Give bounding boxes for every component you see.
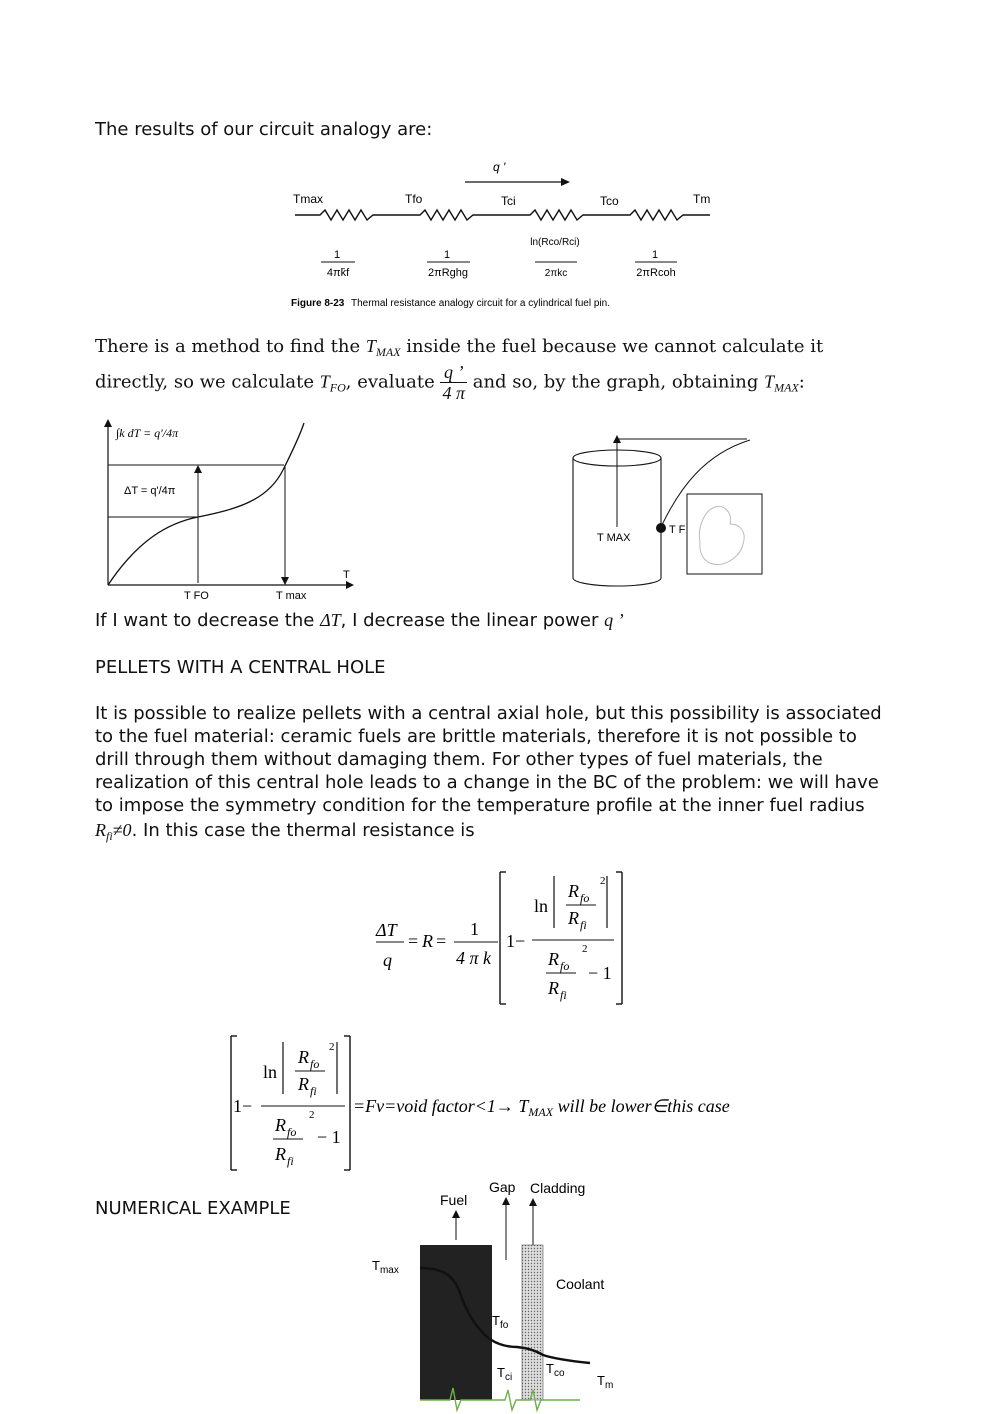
svg-text:2πRcoh: 2πRcoh	[636, 267, 676, 279]
label-coolant: Coolant	[556, 1276, 605, 1292]
decrease-sentence: If I want to decrease the ΔT, I decrease the linear power q ’	[95, 610, 624, 631]
resistance-4	[635, 249, 677, 279]
method-line-1: There is a method to find the $T_{MAX}$ inside the fuel because we cannot calculate it	[95, 336, 824, 359]
para-line: drill through them without damaging them. For other types of fuel materials, the	[95, 749, 823, 770]
node-tco: Tco	[600, 194, 619, 208]
label-gap: Gap	[489, 1179, 516, 1195]
circuit-caption: Figure 8-23 Thermal resistance analogy circuit for a cylindrical fuel pin.	[291, 298, 610, 309]
graph-tick-tmax: T max	[276, 590, 307, 602]
svg-text:fo: fo	[580, 891, 590, 905]
svg-text:2πRghg: 2πRghg	[427, 267, 469, 279]
numerical-example-heading: NUMERICAL EXAMPLE	[95, 1198, 291, 1219]
svg-text:fi: fi	[310, 1084, 317, 1098]
resistor-chain	[295, 210, 710, 220]
svg-text:2: 2	[329, 1041, 335, 1053]
intro-text: The results of our circuit analogy are:	[95, 119, 433, 140]
svg-text:=Fv=void factor<1→ TMAX will b: =Fv=void factor<1→ $T_{MAX}$ will be lower∈this case	[353, 1096, 730, 1119]
svg-text:1: 1	[443, 249, 451, 261]
method-line-2: directly, so we calculate $T_{FO}$, evaluate $\frac{q ’}{4 \pi}$ and so, by the graph, obtaining $T_{MAX}$:	[95, 362, 805, 403]
svg-text:2: 2	[309, 1109, 315, 1121]
circuit-figure	[285, 155, 725, 315]
svg-text:fi: fi	[560, 988, 567, 1002]
svg-text:fi: fi	[580, 918, 587, 932]
para-line-last: $R_{fi}\ne 0$. In this case the thermal resistance is	[95, 820, 475, 843]
para-line: to the fuel material: ceramic fuels are brittle materials, therefore it is not possible to	[95, 726, 857, 747]
circuit-nodes	[293, 192, 710, 208]
svg-text:1−: 1−	[506, 931, 526, 951]
svg-text:2πkc: 2πkc	[544, 268, 568, 279]
svg-text:ΔT: ΔT	[376, 920, 397, 940]
resistance-1	[321, 249, 355, 279]
label-tco: $T_{co}$	[546, 1361, 565, 1379]
svg-text:fo: fo	[560, 959, 570, 973]
label-tm: $T_m$	[597, 1373, 614, 1391]
temperature-profile-figure	[365, 1175, 635, 1414]
svg-text:fi: fi	[287, 1154, 294, 1168]
svg-text:R: R	[275, 1115, 286, 1135]
svg-text:fo: fo	[310, 1057, 320, 1071]
svg-text:1−: 1−	[233, 1096, 253, 1116]
q-over-4pi-fraction: $\frac{q ’}{4 \pi}$	[442, 362, 465, 403]
label-tmax: $T_{max}$	[372, 1258, 399, 1276]
integral-graph	[98, 415, 363, 605]
svg-text:1: 1	[333, 249, 341, 261]
svg-text:R: R	[422, 931, 433, 951]
svg-text:fo: fo	[287, 1125, 297, 1139]
label-tci: $T_{ci}$	[497, 1365, 513, 1383]
svg-text:R: R	[298, 1047, 309, 1067]
svg-text:4 π k: 4 π k	[456, 948, 492, 968]
node-tm: Tm	[693, 192, 711, 206]
svg-text:− 1: − 1	[588, 963, 612, 983]
svg-text:ln: ln	[263, 1062, 278, 1082]
svg-text:− 1: − 1	[317, 1127, 341, 1147]
svg-text:1: 1	[651, 249, 659, 261]
label-fuel: Fuel	[440, 1192, 468, 1208]
svg-text:2: 2	[600, 875, 606, 887]
svg-text:ln(Rco/Rci): ln(Rco/Rci)	[530, 237, 580, 248]
svg-text:=: =	[436, 931, 447, 951]
label-cladding: Cladding	[530, 1180, 586, 1196]
graph-ylabel: ∫k dT = q′/4π	[116, 426, 179, 440]
para-line: It is possible to realize pellets with a central axial hole, but this possibility is associated	[95, 703, 882, 724]
void-factor-equation	[225, 1030, 795, 1175]
svg-text:=: =	[408, 931, 419, 951]
label-tfo: $T_{fo}$	[492, 1313, 509, 1331]
pin-tf-label: T F	[669, 524, 686, 536]
svg-text:4πk̄f: 4πk̄f	[326, 267, 350, 279]
svg-text:R: R	[568, 908, 579, 928]
heat-flow-label: q '	[493, 160, 506, 174]
node-tci: Tci	[501, 194, 516, 208]
resistance-2	[427, 249, 470, 279]
graph-x-axis-label: T	[343, 569, 350, 581]
node-tfo: Tfo	[405, 192, 423, 206]
resistance-3	[530, 237, 579, 279]
fuel-pin-figure	[565, 432, 770, 592]
section-heading-central-hole: PELLETS WITH A CENTRAL HOLE	[95, 657, 386, 678]
svg-text:R: R	[548, 978, 559, 998]
graph-tick-tfo: T FO	[184, 590, 209, 602]
pin-tmax-label: T MAX	[597, 532, 631, 544]
svg-text:R: R	[298, 1074, 309, 1094]
para-line: to impose the symmetry condition for the temperature profile at the inner fuel radius	[95, 795, 865, 816]
svg-text:R: R	[568, 881, 579, 901]
integral-curve	[108, 423, 304, 585]
graph-delta-label: ΔT = q'/4π	[124, 485, 176, 497]
svg-text:ln: ln	[534, 896, 549, 916]
svg-text:q: q	[383, 950, 392, 970]
svg-text:R: R	[275, 1144, 286, 1164]
para-line: realization of this central hole leads to a change in the BC of the problem: we will have	[95, 772, 879, 793]
node-tmax: Tmax	[293, 192, 323, 206]
svg-text:1: 1	[470, 919, 479, 939]
svg-text:R: R	[548, 949, 559, 969]
thermal-resistance-equation	[370, 862, 640, 1012]
svg-text:2: 2	[582, 943, 588, 955]
